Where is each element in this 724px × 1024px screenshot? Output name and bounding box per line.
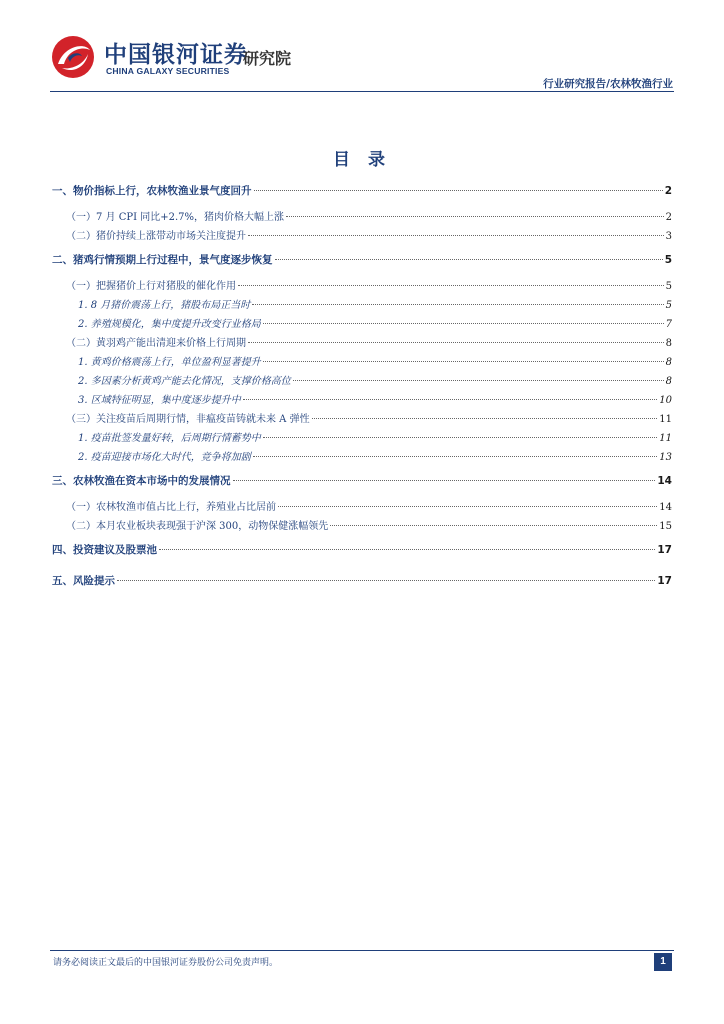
toc-entry-page: 11 — [659, 433, 672, 444]
toc-entry-level2[interactable] — [52, 227, 672, 246]
toc-leader-dots — [254, 190, 663, 191]
toc-entry-page: 5 — [664, 254, 672, 266]
toc-entry-page: 14 — [657, 475, 672, 487]
toc-leader-dots — [253, 456, 658, 457]
page-number: 1 — [654, 953, 672, 971]
toc-entry-page: 8 — [665, 376, 672, 387]
toc-entry-label: （一）7 月 CPI 同比+2.7%，猪肉价格大幅上涨 — [66, 212, 285, 223]
toc-leader-dots — [263, 437, 658, 438]
toc-leader-dots — [243, 399, 658, 400]
toc-entry-page: 2 — [665, 212, 672, 223]
toc-entry-level2[interactable] — [52, 208, 672, 227]
toc-entry-page: 17 — [657, 575, 672, 587]
toc-entry-label: （一）把握猪价上行对猪股的催化作用 — [66, 281, 236, 292]
toc-entry-page: 5 — [665, 281, 672, 292]
toc-entry-level1[interactable] — [52, 542, 672, 567]
toc-entry-page: 3 — [665, 231, 672, 242]
toc-entry-label: 1. 8 月猪价震荡上行，猪股布局正当时 — [78, 300, 251, 311]
page-header — [0, 0, 724, 96]
toc-entry-level3[interactable] — [52, 372, 672, 391]
disclaimer-text: 请务必阅读正文最后的中国银河证券股份公司免责声明。 — [53, 958, 279, 968]
toc-entry-level3[interactable] — [52, 315, 672, 334]
toc-entry-label: 二、猪鸡行情预期上行过程中，景气度逐步恢复 — [52, 254, 273, 266]
toc-leader-dots — [117, 580, 655, 581]
toc-entry-label: 2. 多因素分析黄鸡产能去化情况，支撑价格高位 — [78, 376, 291, 387]
toc-entry-label: 1. 疫苗批签发量好转，后周期行情蓄势中 — [78, 433, 261, 444]
toc-entry-level3[interactable] — [52, 296, 672, 315]
toc-leader-dots — [248, 235, 664, 236]
toc-entry-label: （二）本月农业板块表现强于沪深 300，动物保健涨幅领先 — [66, 521, 329, 532]
toc-leader-dots — [263, 361, 664, 362]
toc-entry-page: 14 — [659, 502, 672, 513]
toc-entry-level1[interactable] — [52, 183, 672, 208]
toc-entry-label: （二）猪价持续上涨带动市场关注度提升 — [66, 231, 246, 242]
toc-entry-level3[interactable] — [52, 429, 672, 448]
toc-title: 目 录 — [333, 150, 391, 170]
toc-entry-level1[interactable] — [52, 252, 672, 277]
toc-entry-label: 五、风险提示 — [52, 575, 115, 587]
toc-entry-label: 2. 疫苗迎接市场化大时代，竞争将加剧 — [78, 452, 251, 463]
toc-entry-page: 13 — [659, 452, 672, 463]
toc-leader-dots — [263, 323, 664, 324]
toc-entry-label: 三、农林牧渔在资本市场中的发展情况 — [52, 475, 231, 487]
toc-entry-level1[interactable] — [52, 573, 672, 598]
toc-leader-dots — [238, 285, 664, 286]
toc-entry-page: 11 — [659, 414, 672, 425]
toc-entry-level2[interactable] — [52, 334, 672, 353]
header-divider — [50, 91, 674, 92]
toc-entry-label: （二）黄羽鸡产能出清迎来价格上行周期 — [66, 338, 246, 349]
toc-leader-dots — [330, 525, 657, 526]
toc-entry-level1[interactable] — [52, 473, 672, 498]
brand-name-en: CHINA GALAXY SECURITIES — [106, 66, 230, 76]
toc-entry-page: 8 — [665, 357, 672, 368]
toc-entry-label: 1. 黄鸡价格震荡上行，单位盈利显著提升 — [78, 357, 261, 368]
toc-entry-page: 8 — [665, 338, 672, 349]
report-type: 行业研究报告/农林牧渔行业 — [543, 78, 673, 90]
china-galaxy-logo-icon — [50, 34, 96, 80]
toc-entry-page: 17 — [657, 544, 672, 556]
toc-entry-page: 5 — [665, 300, 672, 311]
toc-leader-dots — [286, 216, 664, 217]
toc-entry-label: （三）关注疫苗后周期行情，非瘟疫苗铸就未来 A 弹性 — [66, 414, 310, 425]
toc-leader-dots — [275, 259, 663, 260]
toc-entry-label: 四、投资建议及股票池 — [52, 544, 157, 556]
table-of-contents — [52, 183, 672, 598]
toc-entry-level2[interactable] — [52, 277, 672, 296]
toc-entry-level2[interactable] — [52, 517, 672, 536]
toc-entry-level3[interactable] — [52, 448, 672, 467]
toc-leader-dots — [252, 304, 663, 305]
toc-entry-page: 10 — [659, 395, 672, 406]
toc-leader-dots — [248, 342, 664, 343]
toc-entry-level2[interactable] — [52, 498, 672, 517]
toc-entry-page: 2 — [664, 185, 672, 197]
institute-label: 研究院 — [243, 49, 292, 68]
footer-divider — [50, 950, 674, 951]
toc-leader-dots — [159, 549, 655, 550]
toc-entry-level2[interactable] — [52, 410, 672, 429]
toc-entry-page: 15 — [659, 521, 672, 532]
toc-entry-label: （一）农林牧渔市值占比上行，养殖业占比居前 — [66, 502, 276, 513]
brand-name-cn: 中国银河证券 — [104, 42, 248, 68]
toc-entry-label: 一、物价指标上行，农林牧渔业景气度回升 — [52, 185, 252, 197]
toc-entry-label: 2. 养殖规模化，集中度提升改变行业格局 — [78, 319, 261, 330]
toc-entry-label: 3. 区域特征明显，集中度逐步提升中 — [78, 395, 241, 406]
toc-leader-dots — [312, 418, 658, 419]
toc-entry-page: 7 — [665, 319, 672, 330]
toc-leader-dots — [233, 480, 656, 481]
toc-leader-dots — [293, 380, 664, 381]
toc-leader-dots — [278, 506, 657, 507]
toc-entry-level3[interactable] — [52, 353, 672, 372]
toc-entry-level3[interactable] — [52, 391, 672, 410]
